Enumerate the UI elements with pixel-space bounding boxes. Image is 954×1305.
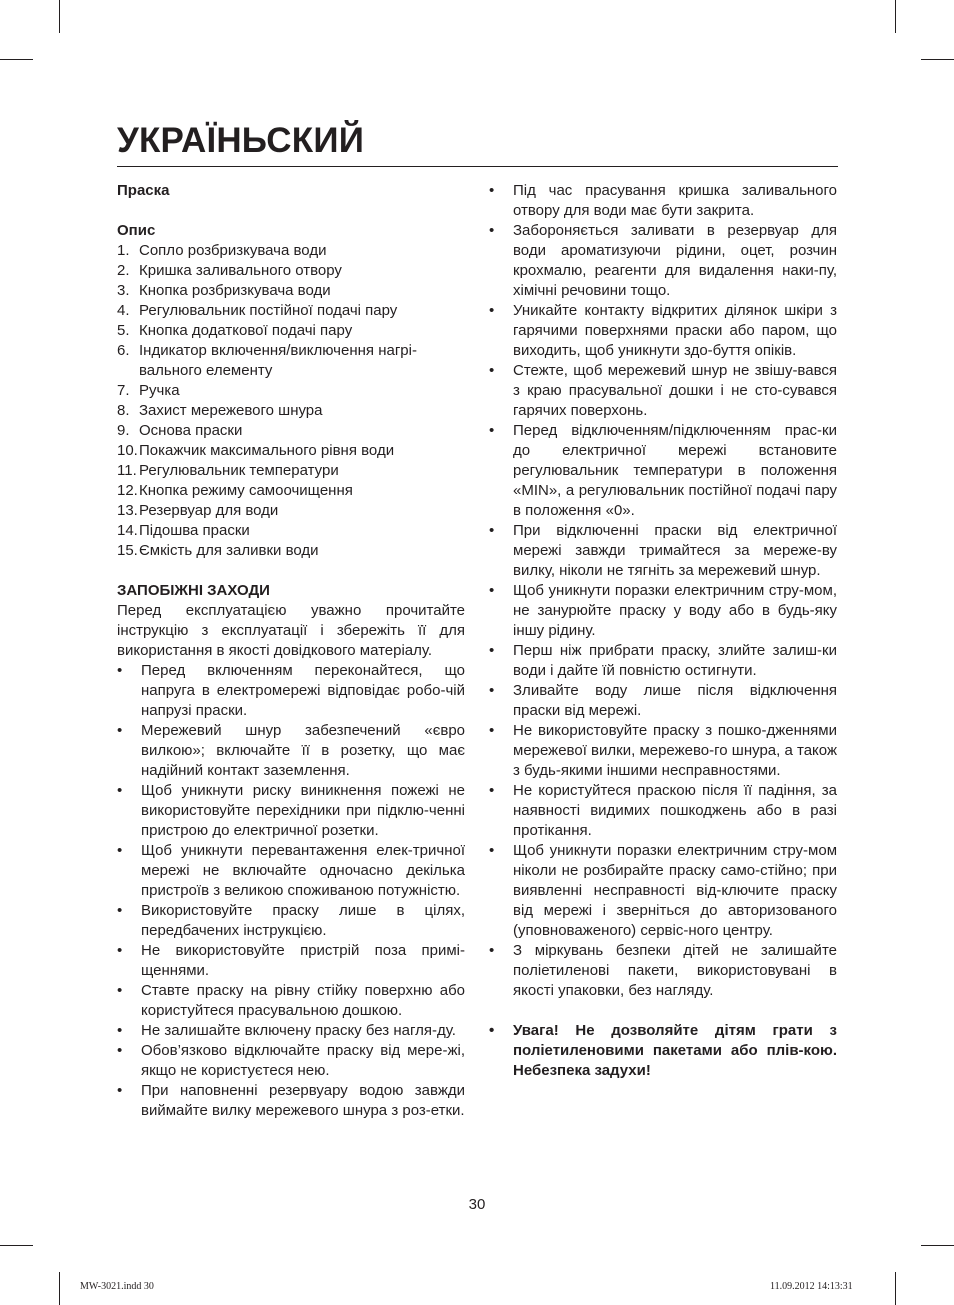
item-number: 2.	[117, 262, 130, 279]
bullet-text: При наповненні резервуару водою завжди виймайте вилку мережевого шнура з роз-етки.	[141, 1082, 465, 1119]
bullet-glyph: •	[117, 782, 123, 799]
bullet-item	[489, 581, 837, 641]
bullet-glyph: •	[489, 842, 495, 859]
bullet-glyph: •	[117, 982, 123, 999]
parts-list-item	[117, 301, 465, 321]
item-text: Кришка заливального отвору	[139, 262, 342, 279]
bullet-text: Стежте, щоб мережевий шнур не звішу-вався з краю прасувальної дошки і не сто-сувався гарячих поверхонь.	[513, 362, 837, 419]
parts-list-item	[117, 261, 465, 281]
item-number: 4.	[117, 302, 130, 319]
bullet-item	[117, 901, 465, 941]
bullet-glyph: •	[489, 182, 495, 199]
bullet-item	[489, 301, 837, 361]
item-number: 15.	[117, 542, 138, 559]
bullet-item	[117, 721, 465, 781]
item-text: Підошва праски	[139, 522, 250, 539]
bullet-text: Не залишайте включену праску без нагля-ду.	[141, 1022, 456, 1039]
bullet-text: Використовуйте праску лише в цілях, передбачених інструкцією.	[141, 902, 465, 939]
bullet-text: Обов’язково відключайте праску від мере-жі, якщо не користуєтеся нею.	[141, 1042, 465, 1079]
item-text: Основа праски	[139, 422, 243, 439]
item-text: Резервуар для води	[139, 502, 279, 519]
bullet-item	[117, 1081, 465, 1121]
bullet-glyph: •	[117, 722, 123, 739]
bullet-glyph: •	[489, 1022, 495, 1039]
bullet-glyph: •	[489, 522, 495, 539]
bullet-text: Ставте праску на рівну стійку поверхню або користуйтеся прасувальною дошкою.	[141, 982, 465, 1019]
safety-intro: Перед експлуатацією уважно прочитайте інструкцію з експлуатації і збережіть її для використання в якості довідкового матеріалу.	[117, 602, 465, 659]
footer-filename: MW-3021.indd 30	[80, 1281, 154, 1292]
bullet-item	[489, 181, 837, 221]
parts-list	[117, 241, 465, 561]
item-text: Регулювальник температури	[139, 462, 339, 479]
item-number: 11.	[117, 462, 137, 479]
crop-mark	[895, 0, 896, 33]
bullet-text: Щоб уникнути поразки електричним стру-мом, не занурюйте праску у воду або в будь-яку іншу рідину.	[513, 582, 837, 639]
parts-list-item	[117, 541, 465, 561]
bullet-glyph: •	[117, 942, 123, 959]
parts-list-item	[117, 381, 465, 401]
bullet-item	[489, 641, 837, 681]
bullet-glyph: •	[489, 222, 495, 239]
item-text: Регулювальник постійної подачі пару	[139, 302, 398, 319]
bullet-text: Забороняється заливати в резервуар для води ароматизуючи рідини, оцет, розчин крохмалю, реагенти для видалення наки-пу, хімічні речовини тощо.	[513, 222, 837, 299]
item-number: 10.	[117, 442, 138, 459]
parts-list-item	[117, 341, 465, 381]
bullet-text: Перед включенням переконайтеся, що напруга в електромережі відповідає робо-чій напрузі праски.	[141, 662, 465, 719]
bullet-item	[489, 681, 837, 721]
page-number: 30	[468, 1196, 486, 1213]
parts-list-item	[117, 401, 465, 421]
item-text: Сопло розбризкувача води	[139, 242, 327, 259]
item-text: Захист мережевого шнура	[139, 402, 323, 419]
bullet-text: Щоб уникнути риску виникнення пожежі не використовуйте перехідники при підклю-ченні пристрою до електричної розетки.	[141, 782, 465, 839]
item-number: 3.	[117, 282, 130, 299]
bullet-text: При відключенні праски від електричної мережі завжди тримайтеся за мереже-ву вилку, ніколи не тягніть за мережевий шнур.	[513, 522, 837, 579]
bullet-glyph: •	[117, 842, 123, 859]
safety-list	[117, 661, 465, 1121]
safety-list-continued	[489, 181, 837, 1001]
bullet-text: Не використовуйте пристрій поза примі-щеннями.	[141, 942, 465, 979]
crop-mark	[0, 1245, 33, 1246]
bullet-glyph: •	[117, 1082, 123, 1099]
bullet-text: Уникайте контакту відкритих ділянок шкіри з гарячими поверхнями праски або паром, що виходить, щоб уникнути здо-буття опіків.	[513, 302, 837, 359]
parts-list-item	[117, 521, 465, 541]
bullet-item	[489, 781, 837, 841]
bullet-glyph: •	[489, 362, 495, 379]
bullet-text: Щоб уникнути перевантаження елек-тричної мережі не включайте одночасно декілька пристроїв з великою споживаною потужністю.	[141, 842, 465, 899]
bullet-item	[117, 661, 465, 721]
item-text: Кнопка режиму самоочищення	[139, 482, 353, 499]
bullet-text: Не користуйтеся праскою після її падіння, за наявності видимих пошкоджень або в разі протікання.	[513, 782, 837, 839]
bullet-item	[489, 521, 837, 581]
bullet-item	[117, 841, 465, 901]
item-number: 9.	[117, 422, 130, 439]
bullet-item	[489, 841, 837, 941]
footer-timestamp: 11.09.2012 14:13:31	[770, 1281, 853, 1292]
crop-mark	[895, 1272, 896, 1305]
item-text: Ємкість для заливки води	[139, 542, 319, 559]
bullet-text: Не використовуйте праску з пошко-дженнями мережевої вилки, мережево-го шнура, а також з будь-якими іншими несправностями.	[513, 722, 837, 779]
bullet-glyph: •	[117, 902, 123, 919]
parts-list-item	[117, 441, 465, 461]
bullet-glyph: •	[117, 662, 123, 679]
bullet-glyph: •	[489, 942, 495, 959]
parts-list-item	[117, 281, 465, 301]
bullet-text: Зливайте воду лише після відключення праски від мережі.	[513, 682, 837, 719]
bullet-item	[117, 1021, 465, 1041]
bullet-item	[117, 781, 465, 841]
safety-heading: ЗАПОБІЖНІ ЗАХОДИ	[117, 582, 270, 599]
parts-list-item	[117, 481, 465, 501]
bullet-glyph: •	[489, 422, 495, 439]
parts-list-item	[117, 321, 465, 341]
bullet-glyph: •	[117, 1042, 123, 1059]
item-number: 7.	[117, 382, 130, 399]
bullet-text: Мережевий шнур забезпечений «євро вилкою»; включайте її в розетку, що має надійний контакт заземлення.	[141, 722, 465, 779]
bullet-glyph: •	[489, 582, 495, 599]
item-number: 13.	[117, 502, 138, 519]
heading-rule	[117, 166, 838, 167]
bullet-text: Під час прасування кришка заливального отвору для води має бути закрита.	[513, 182, 837, 219]
item-text: Ручка	[139, 382, 180, 399]
bullet-glyph: •	[489, 722, 495, 739]
item-text: Покажчик максимального рівня води	[139, 442, 395, 459]
bullet-item	[117, 1041, 465, 1081]
parts-list-item	[117, 501, 465, 521]
parts-list-item	[117, 241, 465, 261]
bullet-glyph: •	[489, 302, 495, 319]
bullet-item	[489, 721, 837, 781]
item-number: 12.	[117, 482, 138, 499]
item-number: 6.	[117, 342, 130, 359]
crop-mark	[921, 59, 954, 60]
crop-mark	[921, 1245, 954, 1246]
bullet-text: Перш ніж прибрати праску, злийте залиш-ки води і дайте їй повністю остигнути.	[513, 642, 837, 679]
item-text: Індикатор включення/виключення нагрі-вального елементу	[139, 342, 417, 379]
item-number: 8.	[117, 402, 130, 419]
description-heading: Опис	[117, 222, 156, 239]
item-number: 14.	[117, 522, 138, 539]
parts-list-item	[117, 421, 465, 441]
bullet-glyph: •	[489, 782, 495, 799]
bullet-item	[117, 981, 465, 1021]
warning-item	[489, 1021, 837, 1081]
bullet-item	[489, 941, 837, 1001]
item-number: 5.	[117, 322, 130, 339]
bullet-glyph: •	[117, 1022, 123, 1039]
bullet-glyph: •	[489, 682, 495, 699]
bullet-item	[489, 421, 837, 521]
crop-mark	[59, 0, 60, 33]
bullet-glyph: •	[489, 642, 495, 659]
bullet-text: З міркувань безпеки дітей не залишайте поліетиленові пакети, використовувані в якості упаковки, без нагляду.	[513, 942, 837, 999]
bullet-item	[489, 221, 837, 301]
right-column	[489, 181, 837, 1081]
crop-mark	[0, 59, 33, 60]
bullet-text: Перед відключенням/підключенням прас-ки до електричної мережі встановите регулювальник температури в положення «MIN», а регулювальник постійної подачі пару в положення «0».	[513, 422, 837, 519]
left-column	[117, 181, 465, 1121]
bullet-item	[489, 361, 837, 421]
warning-list	[489, 1021, 837, 1081]
item-text: Кнопка розбризкувача води	[139, 282, 331, 299]
crop-mark	[59, 1272, 60, 1305]
section-title: Праска	[117, 182, 170, 199]
warning-text: Увага! Не дозволяйте дітям грати з поліетиленовими пакетами або плів-кою. Небезпека задухи!	[513, 1022, 837, 1079]
bullet-item	[117, 941, 465, 981]
page-heading: УКРАЇНЬСКИЙ	[117, 121, 365, 160]
item-number: 1.	[117, 242, 130, 259]
item-text: Кнопка додаткової подачі пару	[139, 322, 353, 339]
bullet-text: Щоб уникнути поразки електричним стру-мом ніколи не розбирайте праску само-стійно; при виявленні несправності від-ключите праску від мережі і зверніться до авторизованого (уповноваженого) сервіс-ного центру.	[513, 842, 837, 939]
parts-list-item	[117, 461, 465, 481]
